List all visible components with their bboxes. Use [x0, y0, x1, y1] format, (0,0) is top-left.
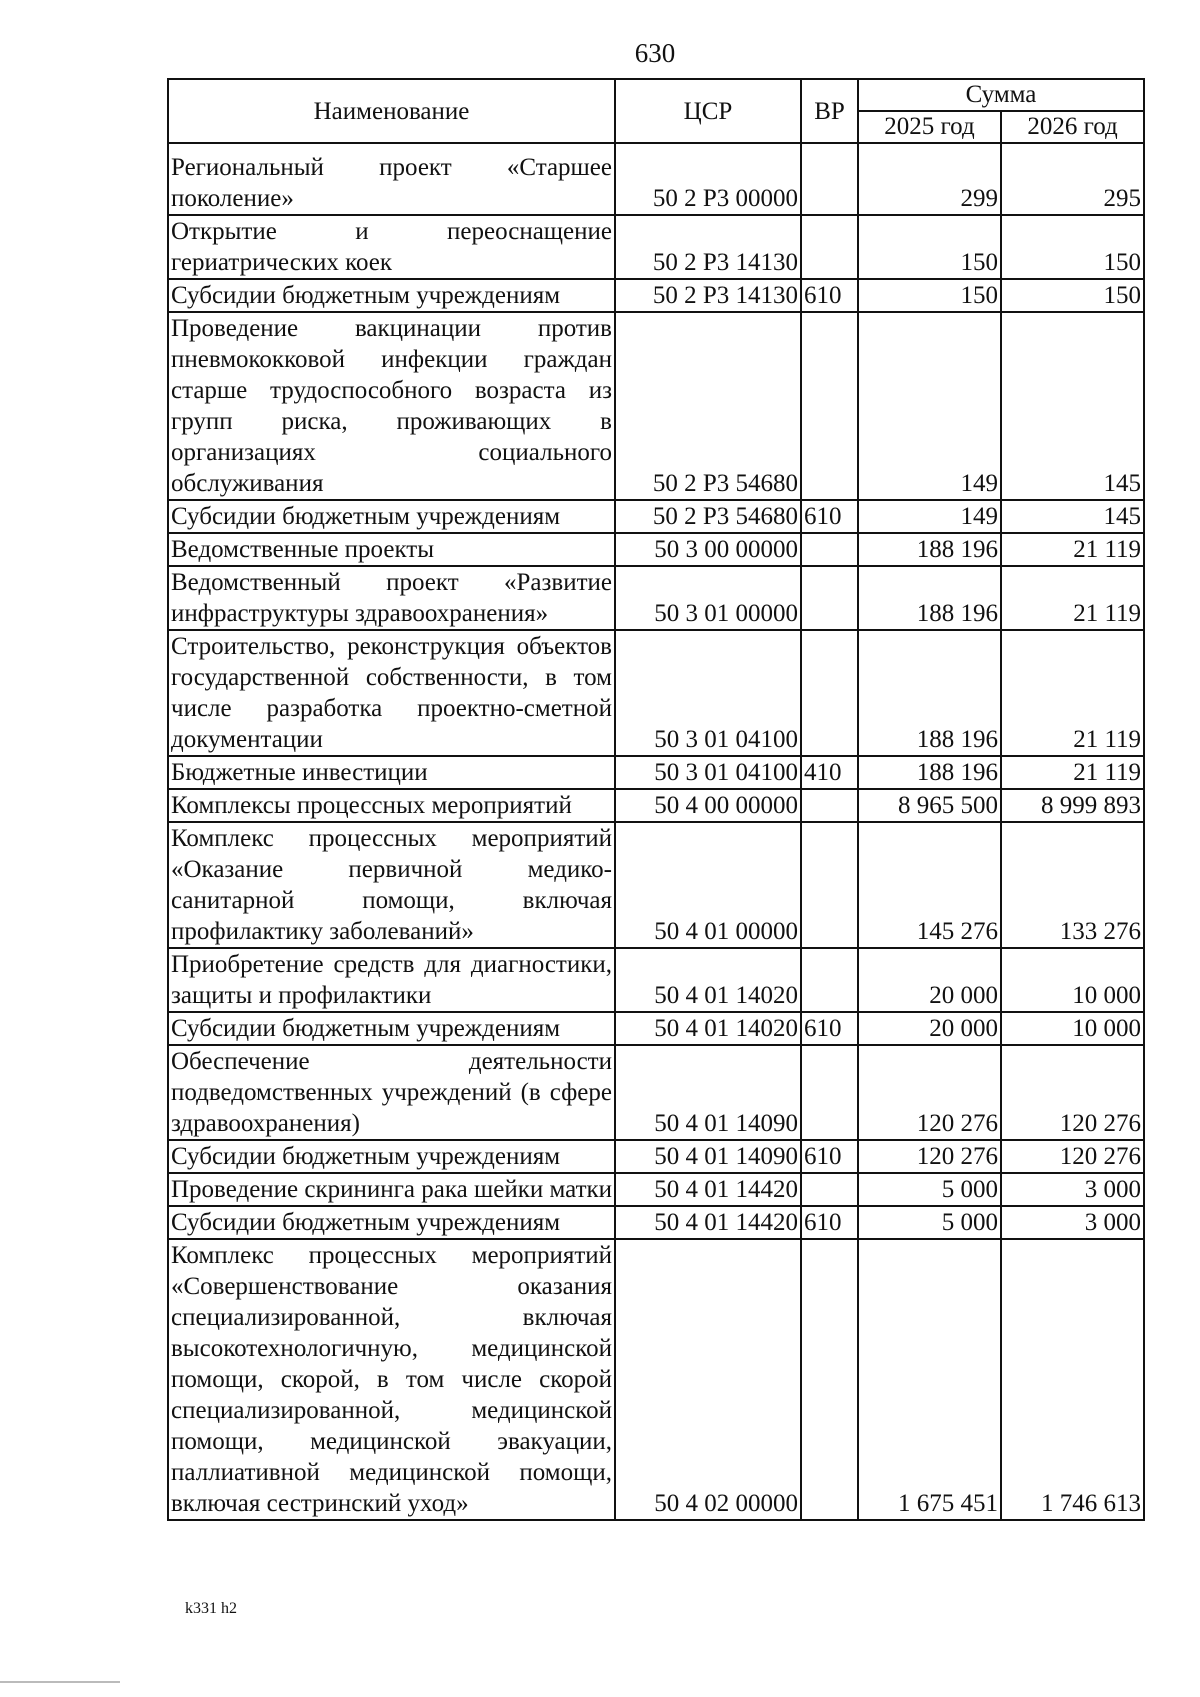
row-csr: 50 2 Р3 14130 — [615, 279, 801, 312]
row-name: Комплексы процессных мероприятий — [168, 789, 615, 822]
row-csr: 50 2 Р3 54680 — [615, 312, 801, 500]
table-row — [168, 822, 1144, 948]
row-vr — [801, 533, 858, 566]
row-name: Комплекс процессных мероприятий «Совершенствование оказания специализированной, включая высокотехнологичную, медицинской помощи, скорой, в том числе скорой специализированной, медицинской помощи, медицинской эвакуации, паллиативной медицинской помощи, включая сестринский уход» — [168, 1239, 615, 1520]
row-sum-2026: 21 119 — [1001, 756, 1144, 789]
row-vr — [801, 1173, 858, 1206]
table-row — [168, 789, 1144, 822]
row-sum-2026: 120 276 — [1001, 1140, 1144, 1173]
row-sum-2025: 149 — [858, 500, 1001, 533]
row-sum-2025: 188 196 — [858, 533, 1001, 566]
table-row — [168, 533, 1144, 566]
header-year-2025: 2025 год — [858, 111, 1001, 143]
table-row — [168, 312, 1144, 500]
header-name: Наименование — [168, 79, 615, 143]
row-vr: 610 — [801, 1206, 858, 1239]
row-vr — [801, 822, 858, 948]
table-row — [168, 1173, 1144, 1206]
row-vr — [801, 1045, 858, 1140]
row-vr: 410 — [801, 756, 858, 789]
table-row — [168, 500, 1144, 533]
row-csr: 50 4 01 14420 — [615, 1173, 801, 1206]
row-sum-2026: 145 — [1001, 500, 1144, 533]
row-vr — [801, 789, 858, 822]
row-vr — [801, 312, 858, 500]
row-vr: 610 — [801, 500, 858, 533]
row-csr: 50 4 01 14020 — [615, 1012, 801, 1045]
row-csr: 50 2 Р3 54680 — [615, 500, 801, 533]
row-sum-2025: 120 276 — [858, 1140, 1001, 1173]
table-row — [168, 566, 1144, 630]
row-name: Строительство, реконструкция объектов государственной собственности, в том числе разработка проектно-сметной документации — [168, 630, 615, 756]
row-csr: 50 3 01 04100 — [615, 756, 801, 789]
row-vr — [801, 1239, 858, 1520]
row-name: Приобретение средств для диагностики, защиты и профилактики — [168, 948, 615, 1012]
row-vr — [801, 948, 858, 1012]
row-name: Субсидии бюджетным учреждениям — [168, 1206, 615, 1239]
row-vr — [801, 143, 858, 215]
row-csr: 50 4 00 00000 — [615, 789, 801, 822]
row-sum-2026: 133 276 — [1001, 822, 1144, 948]
table-row — [168, 756, 1144, 789]
row-sum-2025: 1 675 451 — [858, 1239, 1001, 1520]
table-row — [168, 215, 1144, 279]
row-sum-2026: 1 746 613 — [1001, 1239, 1144, 1520]
header-vr: ВР — [801, 79, 858, 143]
footer-document-code: k331 h2 — [185, 1600, 237, 1617]
row-sum-2026: 21 119 — [1001, 630, 1144, 756]
row-csr: 50 4 01 14420 — [615, 1206, 801, 1239]
page-number: 630 — [634, 38, 676, 68]
row-csr: 50 3 01 00000 — [615, 566, 801, 630]
row-name: Открытие и переоснащение гериатрических коек — [168, 215, 615, 279]
row-sum-2025: 20 000 — [858, 948, 1001, 1012]
row-sum-2025: 188 196 — [858, 756, 1001, 789]
row-name: Субсидии бюджетным учреждениям — [168, 500, 615, 533]
row-name: Бюджетные инвестиции — [168, 756, 615, 789]
row-sum-2025: 8 965 500 — [858, 789, 1001, 822]
header-csr: ЦСР — [615, 79, 801, 143]
row-csr: 50 4 02 00000 — [615, 1239, 801, 1520]
row-vr: 610 — [801, 279, 858, 312]
row-sum-2026: 145 — [1001, 312, 1144, 500]
row-vr: 610 — [801, 1012, 858, 1045]
row-sum-2026: 120 276 — [1001, 1045, 1144, 1140]
row-sum-2026: 8 999 893 — [1001, 789, 1144, 822]
table-row — [168, 1239, 1144, 1520]
header-year-2026: 2026 год — [1001, 111, 1144, 143]
scan-artifact-line — [0, 1681, 120, 1683]
row-name: Субсидии бюджетным учреждениям — [168, 1012, 615, 1045]
row-name: Субсидии бюджетным учреждениям — [168, 1140, 615, 1173]
row-sum-2025: 120 276 — [858, 1045, 1001, 1140]
row-sum-2025: 5 000 — [858, 1173, 1001, 1206]
row-sum-2026: 3 000 — [1001, 1206, 1144, 1239]
row-name: Обеспечение деятельности подведомственных учреждений (в сфере здравоохранения) — [168, 1045, 615, 1140]
row-csr: 50 4 01 00000 — [615, 822, 801, 948]
table-row — [168, 948, 1144, 1012]
row-name: Субсидии бюджетным учреждениям — [168, 279, 615, 312]
row-name: Ведомственный проект «Развитие инфраструктуры здравоохранения» — [168, 566, 615, 630]
table-row — [168, 279, 1144, 312]
row-sum-2025: 5 000 — [858, 1206, 1001, 1239]
row-sum-2025: 149 — [858, 312, 1001, 500]
row-vr — [801, 215, 858, 279]
row-name: Комплекс процессных мероприятий «Оказание первичной медико-санитарной помощи, включая профилактику заболеваний» — [168, 822, 615, 948]
row-csr: 50 4 01 14090 — [615, 1045, 801, 1140]
row-sum-2025: 188 196 — [858, 630, 1001, 756]
row-csr: 50 2 Р3 14130 — [615, 215, 801, 279]
row-name: Ведомственные проекты — [168, 533, 615, 566]
row-sum-2026: 150 — [1001, 279, 1144, 312]
row-sum-2026: 21 119 — [1001, 566, 1144, 630]
header-sum: Сумма — [858, 79, 1144, 111]
table-row — [168, 1206, 1144, 1239]
budget-table — [167, 78, 1145, 1521]
row-sum-2026: 295 — [1001, 143, 1144, 215]
row-csr: 50 2 Р3 00000 — [615, 143, 801, 215]
row-csr: 50 4 01 14020 — [615, 948, 801, 1012]
row-sum-2026: 3 000 — [1001, 1173, 1144, 1206]
table-row — [168, 630, 1144, 756]
row-vr — [801, 566, 858, 630]
row-name: Региональный проект «Старшее поколение» — [168, 143, 615, 215]
table-body — [168, 143, 1144, 1520]
row-sum-2026: 21 119 — [1001, 533, 1144, 566]
row-sum-2026: 10 000 — [1001, 1012, 1144, 1045]
table-row — [168, 1045, 1144, 1140]
table-row — [168, 143, 1144, 215]
row-csr: 50 4 01 14090 — [615, 1140, 801, 1173]
row-sum-2025: 150 — [858, 215, 1001, 279]
row-sum-2026: 10 000 — [1001, 948, 1144, 1012]
row-vr — [801, 630, 858, 756]
row-sum-2025: 145 276 — [858, 822, 1001, 948]
row-sum-2025: 150 — [858, 279, 1001, 312]
row-sum-2026: 150 — [1001, 215, 1144, 279]
row-sum-2025: 188 196 — [858, 566, 1001, 630]
row-csr: 50 3 00 00000 — [615, 533, 801, 566]
row-vr: 610 — [801, 1140, 858, 1173]
table-row — [168, 1140, 1144, 1173]
row-name: Проведение вакцинации против пневмококковой инфекции граждан старше трудоспособного возраста из групп риска, проживающих в организациях социального обслуживания — [168, 312, 615, 500]
row-name: Проведение скрининга рака шейки матки — [168, 1173, 615, 1206]
table-header — [168, 79, 1144, 143]
row-sum-2025: 20 000 — [858, 1012, 1001, 1045]
row-sum-2025: 299 — [858, 143, 1001, 215]
row-csr: 50 3 01 04100 — [615, 630, 801, 756]
table-row — [168, 1012, 1144, 1045]
